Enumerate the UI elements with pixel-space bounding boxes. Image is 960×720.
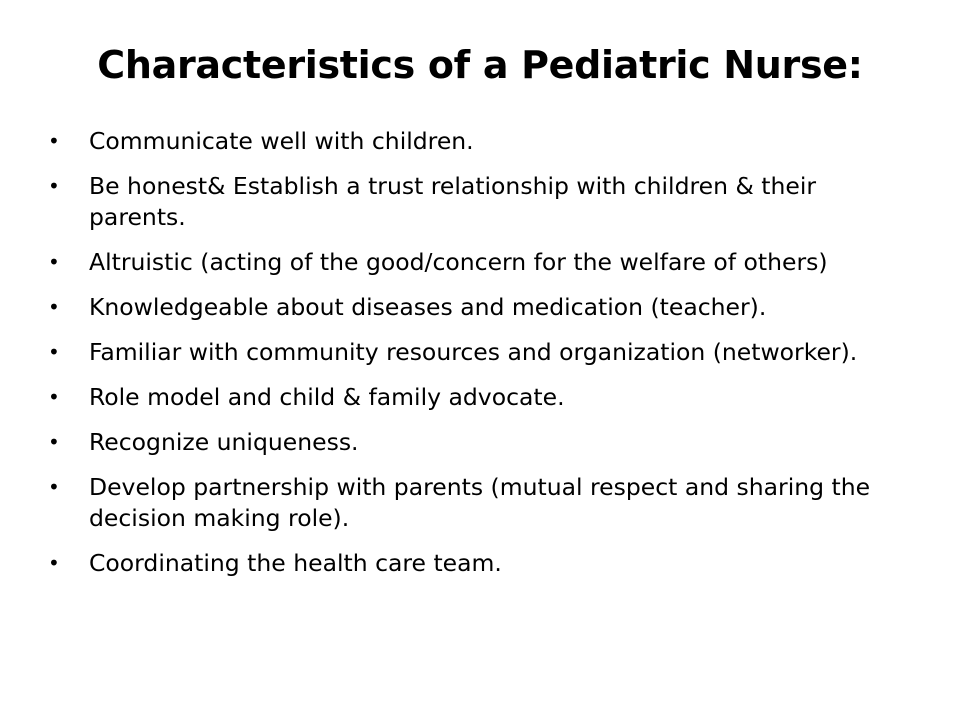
bullet-text: Be honest& Establish a trust relationship with children & their parents. xyxy=(89,172,817,231)
bullet-text: Develop partnership with parents (mutual respect and sharing the decision making role). xyxy=(89,473,871,532)
list-item xyxy=(48,382,918,413)
bullet-text: Familiar with community resources and organization (networker). xyxy=(89,338,858,366)
bullet-icon: • xyxy=(48,295,60,319)
slide-title: Characteristics of a Pediatric Nurse: xyxy=(97,43,863,87)
list-item xyxy=(48,247,918,278)
bullet-icon: • xyxy=(48,385,60,409)
bullet-icon: • xyxy=(48,430,60,454)
list-item xyxy=(48,472,918,534)
bullet-list xyxy=(48,126,918,593)
list-item xyxy=(48,126,918,157)
bullet-text: Recognize uniqueness. xyxy=(89,428,359,456)
list-item xyxy=(48,292,918,323)
bullet-text: Knowledgeable about diseases and medication (teacher). xyxy=(89,293,767,321)
bullet-icon: • xyxy=(48,340,60,364)
list-item xyxy=(48,548,918,579)
bullet-text: Communicate well with children. xyxy=(89,127,474,155)
bullet-icon: • xyxy=(48,551,60,575)
bullet-icon: • xyxy=(48,129,60,153)
bullet-icon: • xyxy=(48,475,60,499)
bullet-text: Altruistic (acting of the good/concern for the welfare of others) xyxy=(89,248,828,276)
list-item xyxy=(48,427,918,458)
list-item xyxy=(48,171,918,233)
list-item xyxy=(48,337,918,368)
bullet-text: Coordinating the health care team. xyxy=(89,549,502,577)
bullet-icon: • xyxy=(48,174,60,198)
bullet-icon: • xyxy=(48,250,60,274)
bullet-text: Role model and child & family advocate. xyxy=(89,383,565,411)
